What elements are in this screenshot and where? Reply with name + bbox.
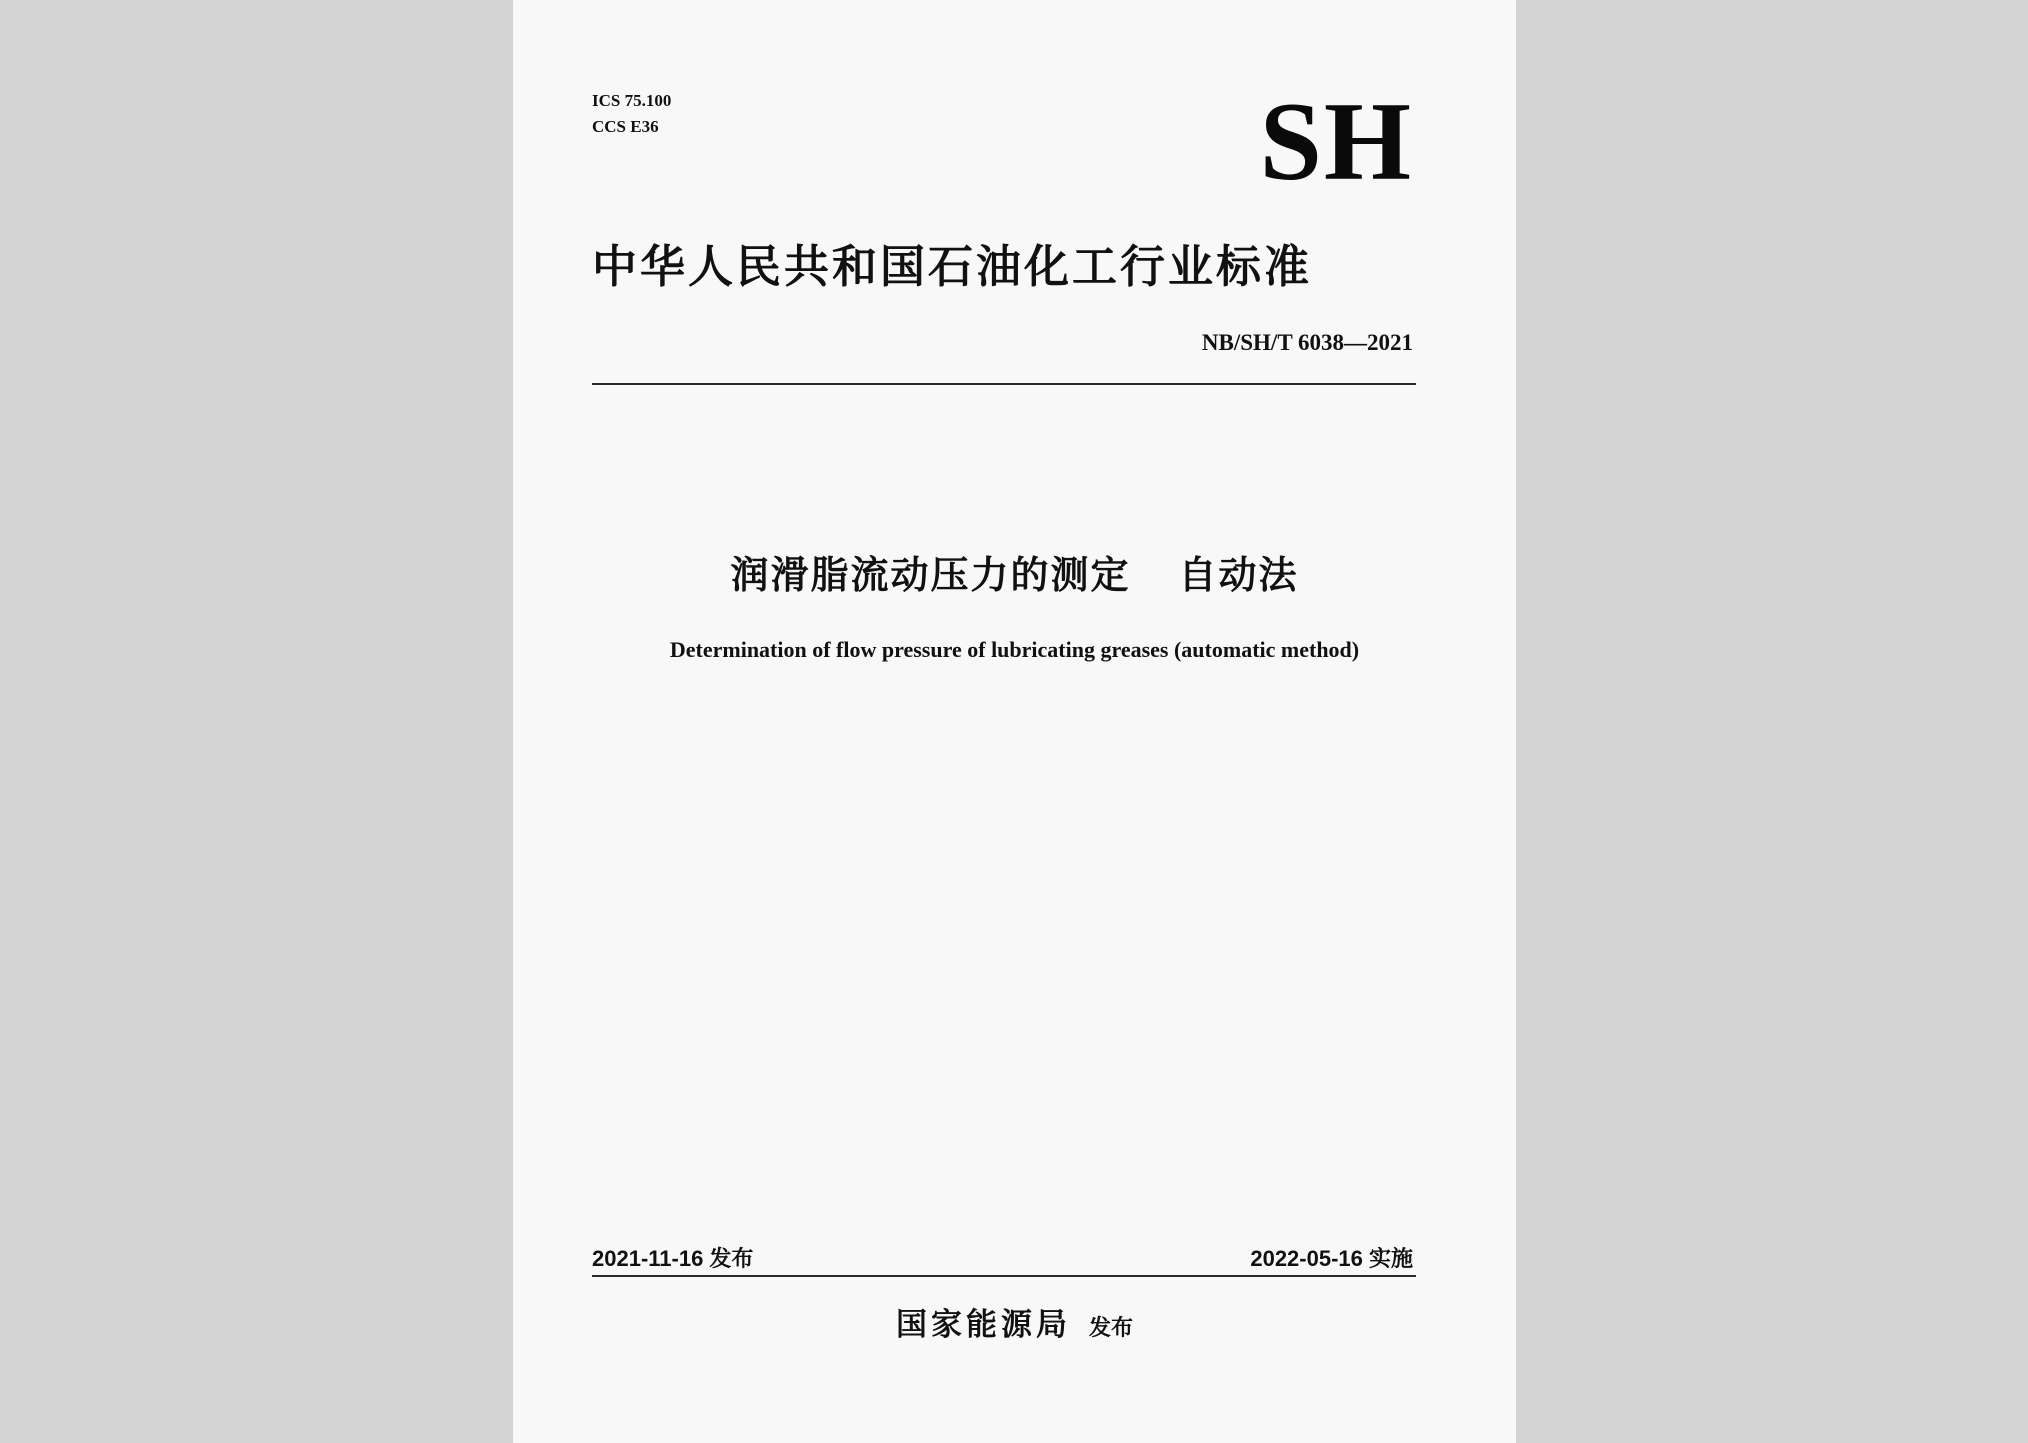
- standard-number: NB/SH/T 6038—2021: [1201, 330, 1413, 355]
- title-chinese-main: 润滑脂流动压力的测定: [730, 553, 1131, 597]
- footer-divider: [592, 1275, 1416, 1277]
- issuer-verb: 发布: [1088, 1316, 1133, 1341]
- issuer-name: 国家能源局: [895, 1307, 1071, 1343]
- title-chinese: [513, 550, 1516, 600]
- ics-code: ICS 75.100: [592, 91, 672, 110]
- standard-logo: SH: [1259, 80, 1413, 204]
- issue-date: 2021-11-16 发布: [592, 1246, 754, 1271]
- standard-category: 中华人民共和国石油化工行业标准: [592, 240, 1313, 293]
- classification-codes: [592, 88, 671, 140]
- cover-page: [513, 0, 1516, 1443]
- header-divider: [592, 383, 1416, 385]
- ccs-code: CCS E36: [592, 117, 659, 136]
- title-chinese-method: 自动法: [1178, 553, 1299, 597]
- issuing-authority: [513, 1305, 1516, 1349]
- title-english: Determination of flow pressure of lubricating greases (automatic method): [669, 637, 1360, 662]
- implementation-date: 2022-05-16 实施: [1250, 1246, 1413, 1271]
